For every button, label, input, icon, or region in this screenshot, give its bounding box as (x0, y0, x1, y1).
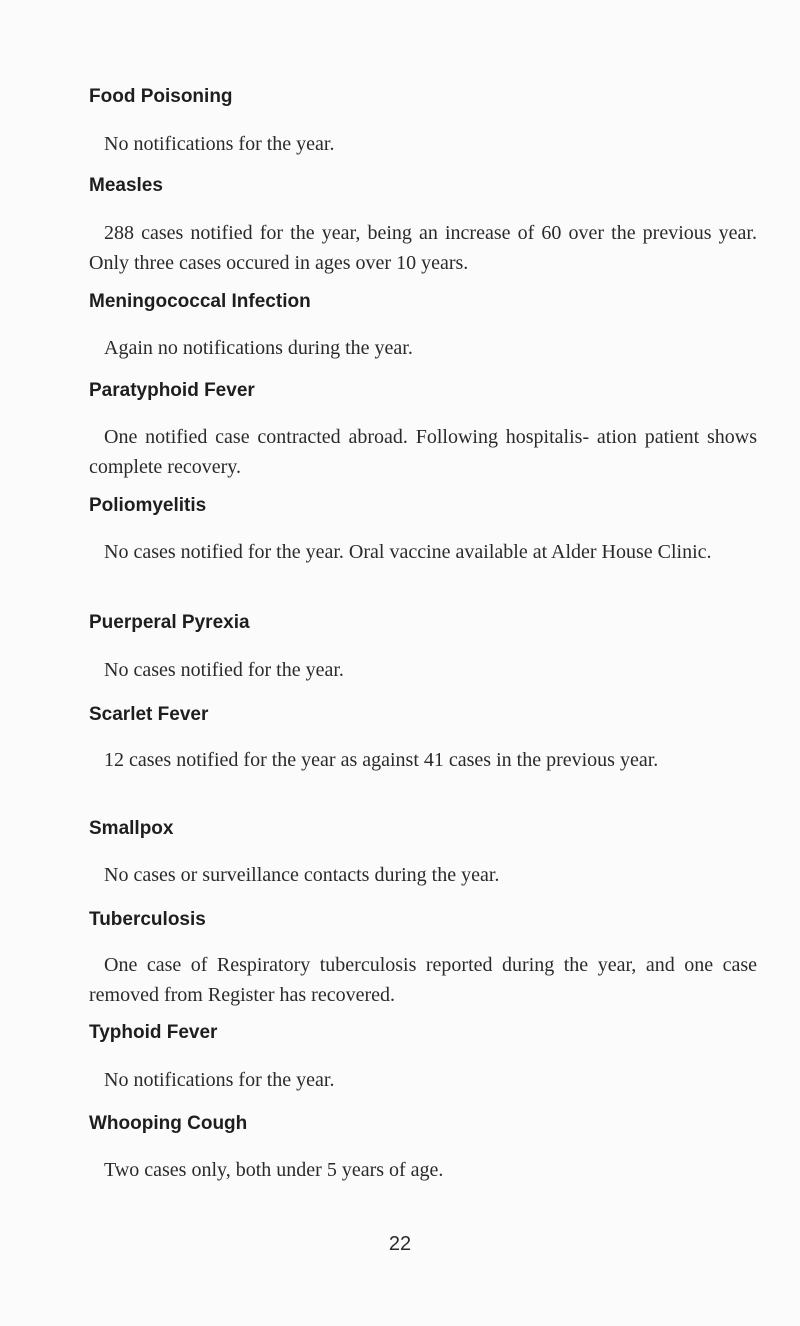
section-text-scarlet-fever-content: 12 cases notified for the year as against 41 cases in the previous year. (104, 749, 659, 771)
section-heading-poliomyelitis: Poliomyelitis (89, 495, 207, 516)
section-text-typhoid-fever-content: No notifications for the year. (104, 1069, 335, 1091)
page-number: 22 (388, 1233, 412, 1255)
section-text-paratyphoid-fever-content: One notified case contracted abroad. Following hospitalis- ation patient shows complete recovery. (89, 426, 757, 478)
section-text-smallpox (89, 860, 757, 890)
section-heading-measles: Measles (89, 175, 163, 196)
section-text-poliomyelitis-content: No cases notified for the year. Oral vaccine available at Alder House Clinic. (104, 541, 712, 563)
section-heading-whooping-cough: Whooping Cough (89, 1113, 248, 1134)
section-heading-typhoid-fever: Typhoid Fever (89, 1022, 218, 1043)
section-text-tuberculosis-content: One case of Respiratory tuberculosis reported during the year, and one case removed from Register has recovered. (89, 954, 757, 1006)
section-text-measles (89, 218, 757, 278)
section-text-measles-content: 288 cases notified for the year, being an increase of 60 over the previous year. Only three cases occured in ages over 10 years. (89, 222, 757, 274)
section-heading-scarlet-fever: Scarlet Fever (89, 704, 209, 725)
section-heading-puerperal-pyrexia: Puerperal Pyrexia (89, 612, 250, 633)
section-text-smallpox-content: No cases or surveillance contacts during the year. (104, 864, 500, 886)
section-heading-paratyphoid-fever: Paratyphoid Fever (89, 380, 255, 401)
section-text-poliomyelitis (89, 537, 757, 567)
section-text-puerperal-pyrexia-content: No cases notified for the year. (104, 659, 344, 681)
section-heading-smallpox: Smallpox (89, 818, 174, 839)
section-text-food-poisoning (89, 129, 757, 159)
section-text-meningococcal-infection (89, 333, 757, 363)
section-text-food-poisoning-content: No notifications for the year. (104, 133, 335, 155)
section-text-meningococcal-infection-content: Again no notifications during the year. (104, 337, 413, 359)
section-text-whooping-cough-content: Two cases only, both under 5 years of age. (104, 1159, 444, 1181)
section-heading-meningococcal-infection: Meningococcal Infection (89, 291, 311, 312)
section-text-scarlet-fever (89, 745, 757, 775)
section-heading-tuberculosis: Tuberculosis (89, 909, 206, 930)
section-text-typhoid-fever (89, 1065, 757, 1095)
section-text-paratyphoid-fever (89, 422, 757, 482)
section-text-tuberculosis (89, 950, 757, 1010)
section-text-whooping-cough (89, 1155, 757, 1185)
section-text-puerperal-pyrexia (89, 655, 757, 685)
section-heading-food-poisoning: Food Poisoning (89, 86, 233, 107)
